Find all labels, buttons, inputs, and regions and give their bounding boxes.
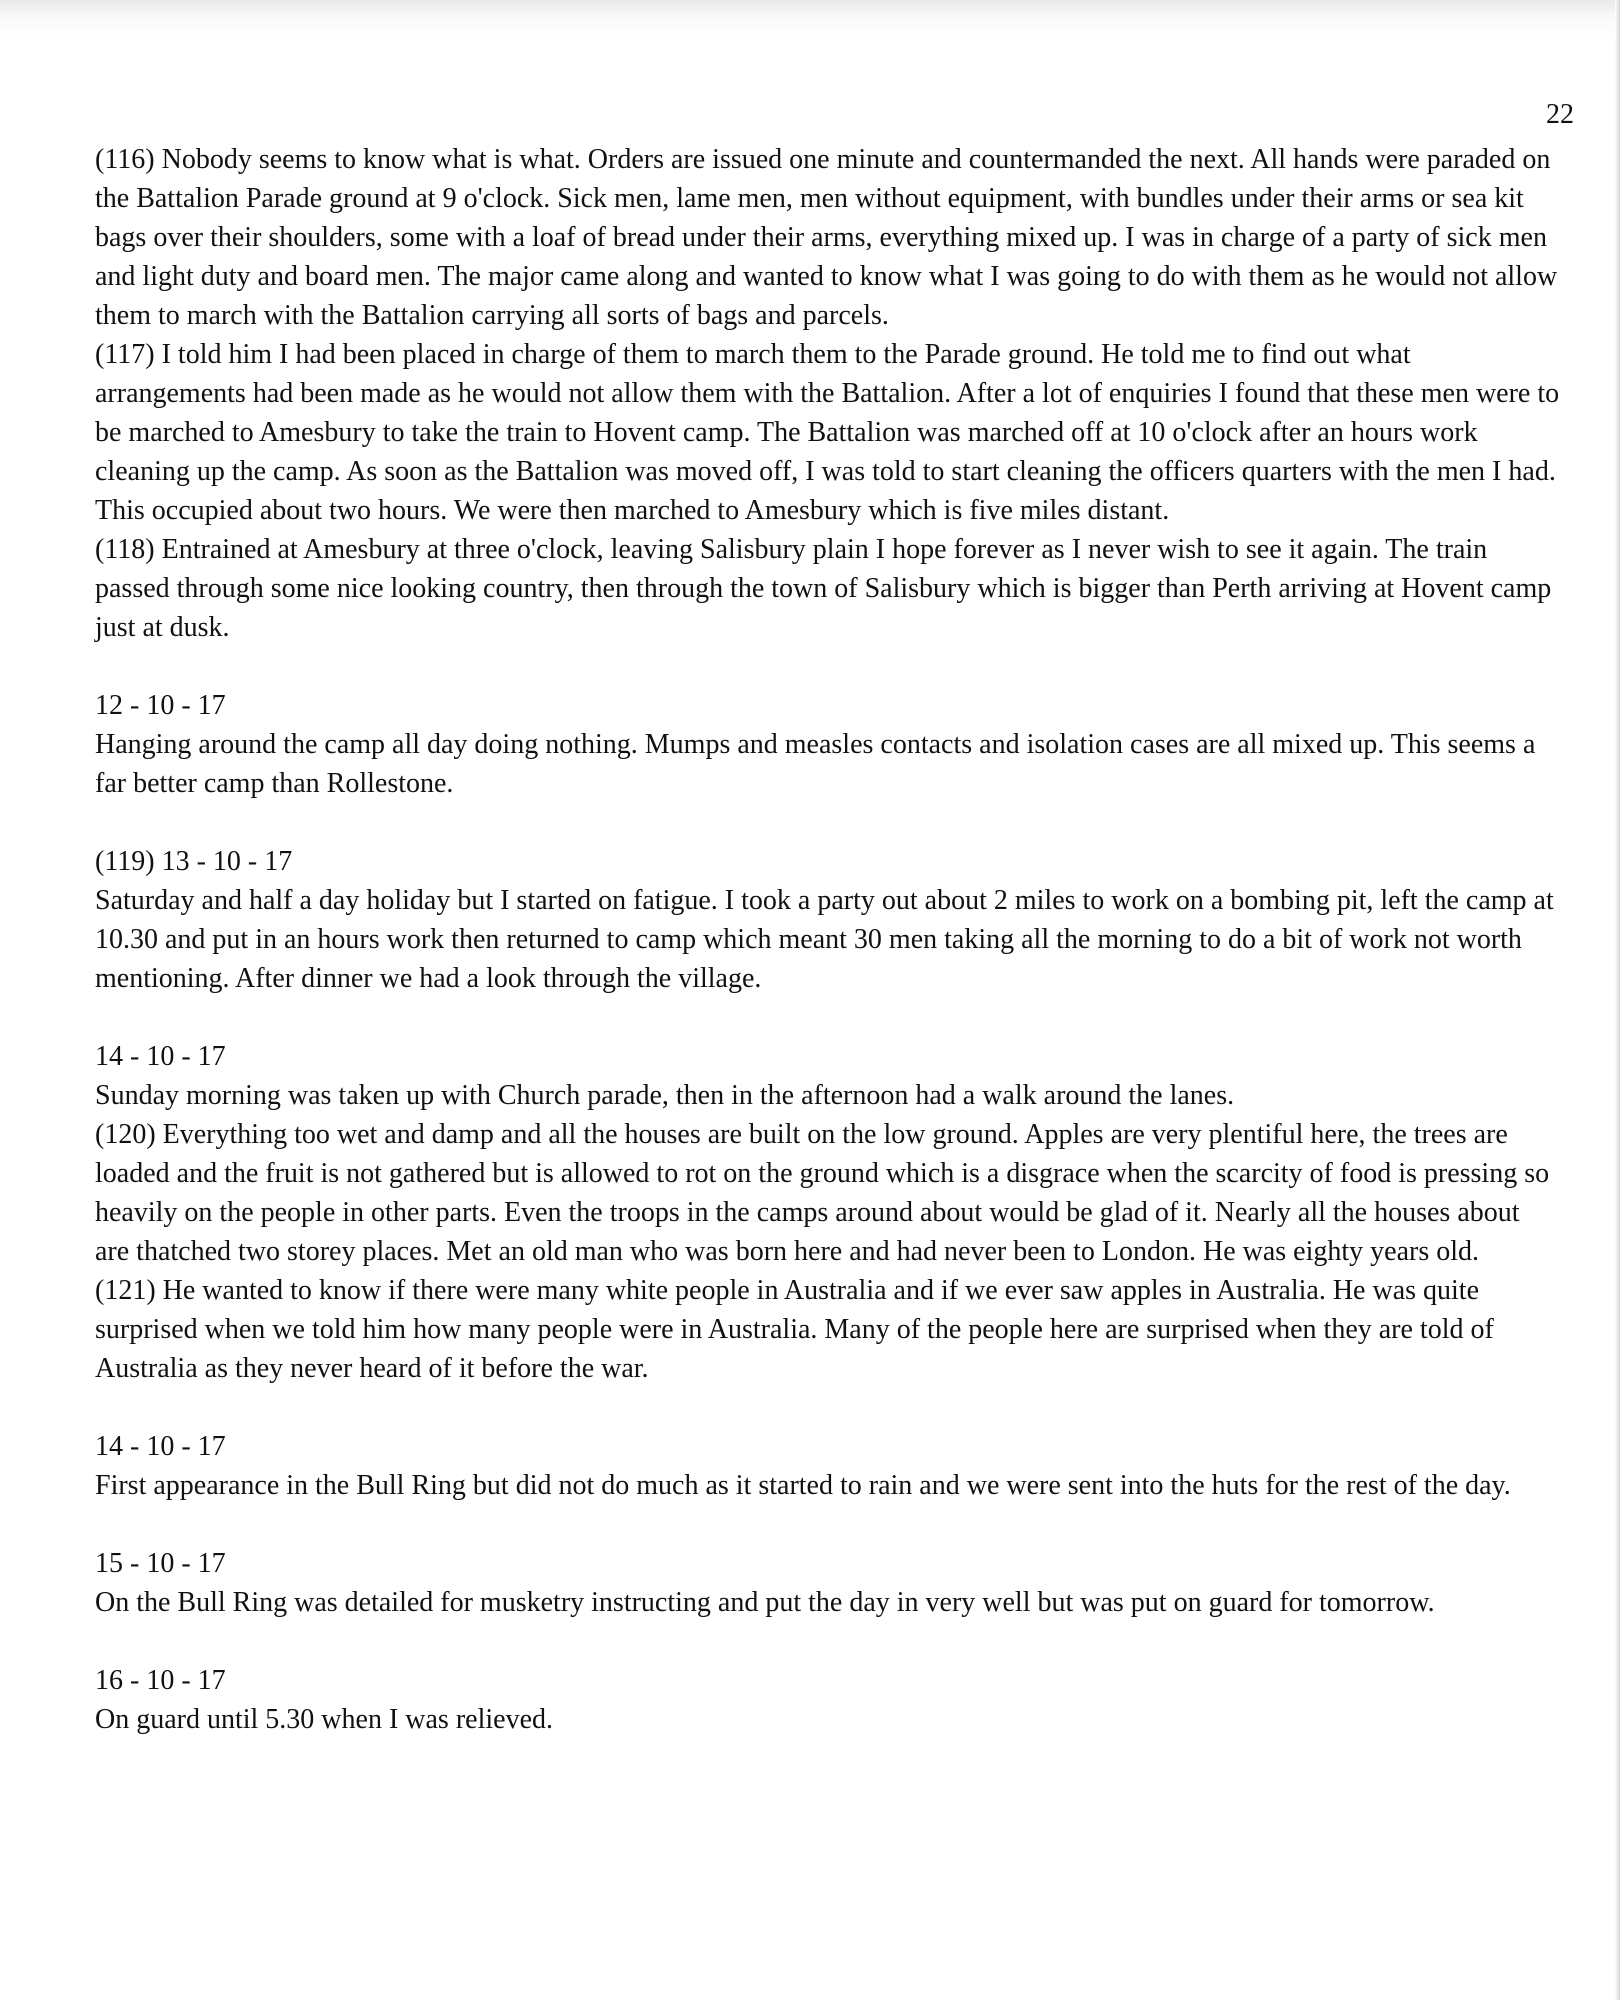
diary-entry — [95, 1661, 1560, 1739]
entry-spacer — [95, 803, 1560, 842]
entry-spacer — [95, 1388, 1560, 1427]
entry-spacer — [95, 1505, 1560, 1544]
entry-spacer — [95, 1622, 1560, 1661]
diary-entry — [95, 686, 1560, 803]
diary-text — [95, 140, 1560, 1739]
entry-date: 16 - 10 - 17 — [95, 1665, 226, 1696]
entry-date: (119) 13 - 10 - 17 — [95, 846, 293, 877]
entry-paragraph: On guard until 5.30 when I was relieved. — [95, 1704, 553, 1735]
entry-date: 14 - 10 - 17 — [95, 1431, 226, 1462]
paragraph-120: (120) Everything too wet and damp and all the houses are built on the low ground. Apples are very plentiful here, the trees are loaded and the fruit is not gathered but is allowed to rot on the ground which is a disgrace when the scarcity of food is pressing so heavily on the people in other parts. Even the troops in the camps around about would be glad of it. Nearly all the houses about are thatched two storey places. Met an old man who was born here and had never been to London. He was eighty years old. — [95, 1119, 1550, 1267]
paragraph-116: (116) Nobody seems to know what is what. Orders are issued one minute and countermanded the next. All hands were paraded on the Battalion Parade ground at 9 o'clock. Sick men, lame men, men without equipment, with bundles under their arms or sea kit bags over their shoulders, some with a loaf of bread under their arms, everything mixed up. I was in charge of a party of sick men and light duty and board men. The major came along and wanted to know what I was going to do with them as he would not allow them to march with the Battalion carrying all sorts of bags and parcels. — [95, 144, 1558, 331]
entry-paragraph: On the Bull Ring was detailed for musketry instructing and put the day in very well but was put on guard for tomorrow. — [95, 1587, 1435, 1618]
entry-date: 12 - 10 - 17 — [95, 690, 226, 721]
entry-paragraph: Saturday and half a day holiday but I started on fatigue. I took a party out about 2 miles to work on a bombing pit, left the camp at 10.30 and put in an hours work then returned to camp which meant 30 men taking all the morning to do a bit of work not worth mentioning. After dinner we had a look through the village. — [95, 885, 1554, 994]
paragraph-118: (118) Entrained at Amesbury at three o'clock, leaving Salisbury plain I hope forever as I never wish to see it again. The train passed through some nice looking country, then through the town of Salisbury which is bigger than Perth arriving at Hovent camp just at dusk. — [95, 534, 1552, 643]
paragraph-117: (117) I told him I had been placed in charge of them to march them to the Parade ground. He told me to find out what arrangements had been made as he would not allow them with the Battalion. After a lot of enquiries I found that these men were to be marched to Amesbury to take the train to Hovent camp. The Battalion was marched off at 10 o'clock after an hours work cleaning up the camp. As soon as the Battalion was moved off, I was told to start cleaning the officers quarters with the men I had. This occupied about two hours. We were then marched to Amesbury which is five miles distant. — [95, 339, 1560, 526]
entry-date: 14 - 10 - 17 — [95, 1041, 226, 1072]
entry-paragraph: Sunday morning was taken up with Church parade, then in the afternoon had a walk around the lanes. — [95, 1080, 1235, 1111]
diary-entry — [95, 1037, 1560, 1388]
entry-spacer — [95, 998, 1560, 1037]
paragraph-121: (121) He wanted to know if there were many white people in Australia and if we ever saw apples in Australia. He was quite surprised when we told him how many people were in Australia. Many of the people here are surprised when they are told of Australia as they never heard of it before the war. — [95, 1275, 1494, 1384]
page-number: 22 — [1546, 99, 1574, 130]
entry-paragraph: Hanging around the camp all day doing nothing. Mumps and measles contacts and isolation cases are all mixed up. This seems a far better camp than Rollestone. — [95, 729, 1536, 799]
entry-date: 15 - 10 - 17 — [95, 1548, 226, 1579]
diary-entry — [95, 1544, 1560, 1622]
diary-entry — [95, 140, 1560, 647]
diary-entry — [95, 1427, 1560, 1505]
page-edge-shadow — [1615, 0, 1620, 2000]
entry-spacer — [95, 647, 1560, 686]
diary-entry — [95, 842, 1560, 998]
entry-paragraph: First appearance in the Bull Ring but did not do much as it started to rain and we were sent into the huts for the rest of the day. — [95, 1470, 1511, 1501]
